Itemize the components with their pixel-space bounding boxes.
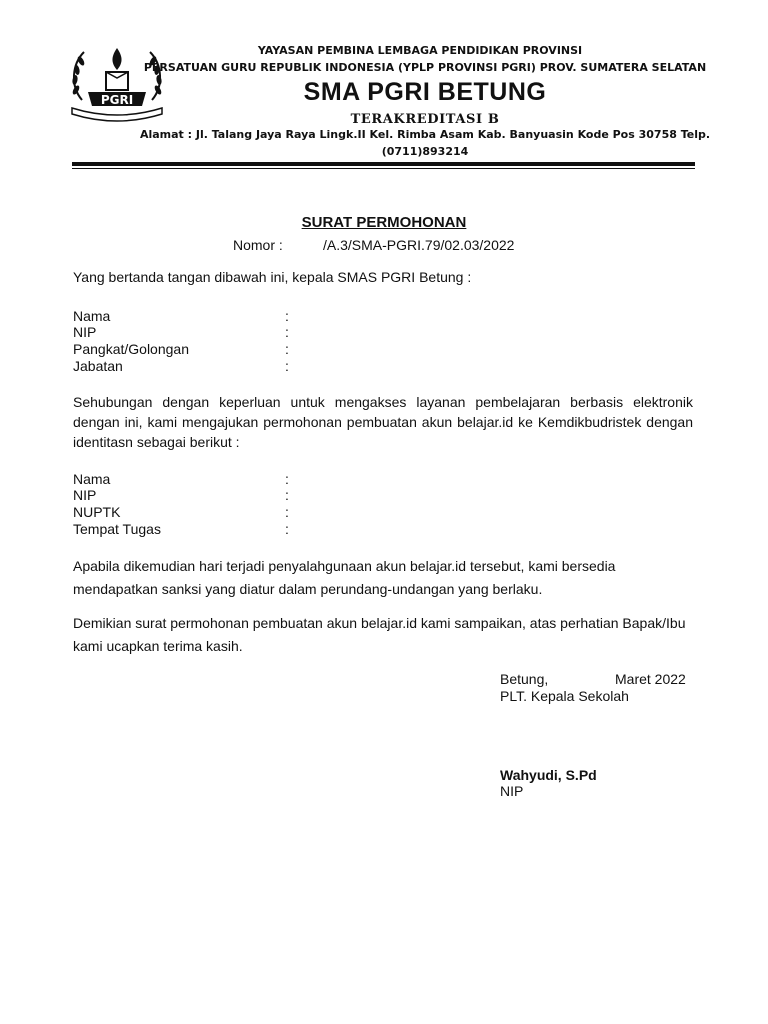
signer-colon-jabatan: : (285, 358, 289, 374)
signer-field-nip: NIP (73, 324, 97, 340)
signature-date: Maret 2022 (615, 671, 686, 687)
letterhead-divider-thick (72, 162, 695, 166)
signature-name: Wahyudi, S.Pd (500, 767, 597, 783)
signer-field-nama: Nama (73, 308, 111, 324)
body-paragraph-sanction: Apabila dikemudian hari terjadi penyalahgunaan akun belajar.id tersebut, kami bersedia mendapatkan sanksi yang diatur dalam perundang-undangan yang berlaku. (73, 558, 616, 597)
body-paragraph-closing: Demikian surat permohonan pembuatan akun belajar.id kami sampaikan, atas perhatian Bapak/Ibu kami ucapkan terima kasih. (73, 615, 686, 654)
intro-paragraph: Yang bertanda tangan dibawah ini, kepala SMAS PGRI Betung : (73, 269, 472, 285)
letterhead-divider-thin (72, 168, 695, 169)
signature-nip: NIP (500, 783, 524, 799)
applicant-field-nama: Nama (73, 471, 111, 487)
applicant-field-nip: NIP (73, 487, 97, 503)
applicant-field-nuptk: NUPTK (73, 504, 121, 520)
signer-colon-nama: : (285, 308, 289, 324)
signer-field-jabatan: Jabatan (73, 358, 123, 374)
school-phone: (0711)893214 (381, 145, 469, 158)
applicant-colon-tempat-tugas: : (285, 521, 289, 537)
signature-place: Betung, (500, 671, 549, 687)
letter-number-label: Nomor : (233, 237, 283, 253)
signature-position: PLT. Kepala Sekolah (500, 688, 629, 704)
organization-name: PERSATUAN GURU REPUBLIK INDONESIA (YPLP PROVINSI PGRI) PROV. SUMATERA SELATAN (143, 61, 707, 74)
letter-title: SURAT PERMOHONAN (301, 214, 467, 231)
applicant-colon-nip: : (285, 487, 289, 503)
letter-number-value: /A.3/SMA-PGRI.79/02.03/2022 (323, 237, 515, 253)
signer-field-pangkat: Pangkat/Golongan (73, 341, 189, 357)
applicant-colon-nama: : (285, 471, 289, 487)
signer-colon-pangkat: : (285, 341, 289, 357)
body-paragraph-request: Sehubungan dengan keperluan untuk mengakses layanan pembelajaran berbasis elektronik dengan ini, kami mengajukan permohonan pembuatan akun belajar.id ke Kemdikbudristek dengan identitasn sebagai berikut : (73, 394, 693, 450)
svg-text:PGRI: PGRI (100, 93, 134, 107)
applicant-field-tempat-tugas: Tempat Tugas (73, 521, 161, 537)
applicant-colon-nuptk: : (285, 504, 289, 520)
signer-colon-nip: : (285, 324, 289, 340)
school-name: SMA PGRI BETUNG (303, 78, 547, 106)
accreditation-status: TERAKREDITASI B (350, 112, 500, 127)
letter-number (233, 237, 515, 253)
school-address: Alamat : Jl. Talang Jaya Raya Lingk.II Kel. Rimba Asam Kab. Banyuasin Kode Pos 30758 Telp. (139, 128, 711, 141)
foundation-name: YAYASAN PEMBINA LEMBAGA PENDIDIKAN PROVINSI (257, 44, 583, 57)
